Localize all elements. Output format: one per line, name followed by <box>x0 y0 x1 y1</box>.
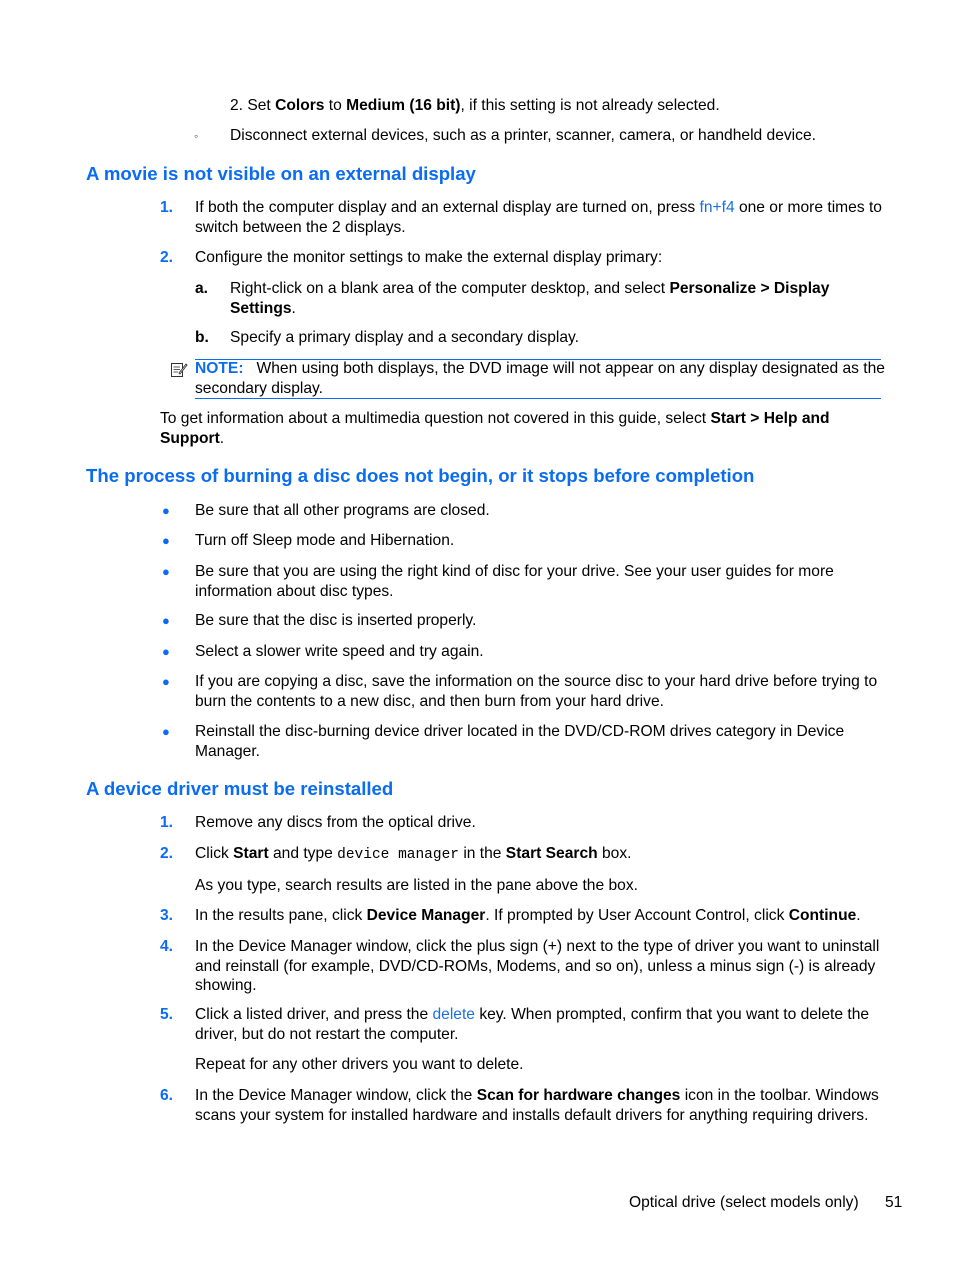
medium-term: Medium (16 bit) <box>346 97 461 114</box>
step-number: 3. <box>160 907 174 924</box>
step-number: 5. <box>160 1006 174 1023</box>
bullet-icon: ● <box>162 724 170 739</box>
step-text-part: and type <box>268 845 338 862</box>
step-text: 2. Set <box>230 97 276 114</box>
step-number: 2. <box>160 249 174 266</box>
fn-f4-key-link[interactable]: fn+f4 <box>699 199 735 216</box>
substep-text <box>230 279 870 318</box>
note-text <box>195 359 885 398</box>
section-heading-burning: The process of burning a disc does not begin, or it stops before completion <box>86 465 755 486</box>
step-text: , if this setting is not already selected. <box>460 97 720 114</box>
step-text: Remove any discs from the optical drive. <box>195 814 476 831</box>
help-support-term: Start > Help and Support <box>160 410 830 447</box>
delete-key-link[interactable]: delete <box>432 1006 475 1023</box>
step-number: 4. <box>160 938 174 955</box>
circle-bullet-icon: ◦ <box>194 129 199 143</box>
step-text-part: . If prompted by User Account Control, click <box>485 907 789 924</box>
step-number: 1. <box>160 199 174 216</box>
start-term: Start <box>233 845 269 862</box>
step-number: 1. <box>160 814 174 831</box>
step-text <box>195 906 883 926</box>
list-item: Be sure that the disc is inserted properly. <box>195 612 477 629</box>
note-bottom-rule <box>195 398 881 399</box>
note-label: NOTE: <box>195 360 244 377</box>
step-text-part: box. <box>597 845 632 862</box>
page-number: 51 <box>885 1194 903 1211</box>
step-text-part: one or more times to switch between the 2 displays. <box>195 199 882 236</box>
substep-text-part: . <box>291 299 296 317</box>
step-text-part: In the Device Manager window, click the <box>195 1087 477 1104</box>
info-text: . <box>219 429 225 447</box>
list-item: Reinstall the disc-burning device driver located in the DVD/CD-ROM drives category in Device Manager. <box>195 723 845 760</box>
list-item: Turn off Sleep mode and Hibernation. <box>195 532 455 549</box>
step-text-part: in the <box>458 845 506 862</box>
substep-label: a. <box>195 280 209 297</box>
info-paragraph <box>160 409 860 448</box>
colors-term: Colors <box>275 97 325 114</box>
step-text: In the Device Manager window, click the plus sign (+) next to the type of driver you want to uninstall and reinstall (for example, DVD/CD-ROMs, Modems, and so on), unless a minus sign (-) is already showing. <box>195 938 880 994</box>
substep-text-part: Right-click on a blank area of the computer desktop, and select <box>230 280 670 297</box>
step-number: 2. <box>160 845 174 862</box>
bullet-icon: ● <box>162 564 170 579</box>
bullet-icon: ● <box>162 503 170 518</box>
step-text-part: key. When prompted, confirm that you want to delete the driver, but do not restart the computer. <box>195 1006 870 1043</box>
step-text <box>195 198 883 237</box>
personalize-display-term: Personalize > Display Settings <box>230 280 830 317</box>
bullet-icon: ● <box>162 674 170 689</box>
step-text-part: If both the computer display and an external display are turned on, press <box>195 199 700 216</box>
start-search-term: Start Search <box>505 845 598 862</box>
scan-hardware-term: Scan for hardware changes <box>476 1087 681 1104</box>
bullet-icon: ● <box>162 644 170 659</box>
step-text-part: In the results pane, click <box>195 907 367 924</box>
bullet-icon: ● <box>162 613 170 628</box>
continue-term: Continue <box>788 907 857 924</box>
list-item: Be sure that all other programs are closed. <box>195 502 490 519</box>
step-text-part: Click <box>195 845 234 862</box>
section-heading-movie: A movie is not visible on an external display <box>86 163 476 184</box>
list-item: If you are copying a disc, save the information on the source disc to your hard drive before trying to burn the contents to a new disc, and then burn from your hard drive. <box>195 673 878 710</box>
step-text-part: . <box>856 907 861 924</box>
note-icon <box>170 361 188 379</box>
step-note: Repeat for any other drivers you want to delete. <box>195 1056 524 1073</box>
footer-section-name: Optical drive (select models only) <box>629 1194 859 1211</box>
step-note: As you type, search results are listed in the pane above the box. <box>195 877 638 894</box>
section-heading-driver: A device driver must be reinstalled <box>86 778 394 799</box>
step-number: 6. <box>160 1087 174 1104</box>
device-manager-code: device manager <box>337 847 459 863</box>
note-body: When using both displays, the DVD image will not appear on any display designated as the secondary display. <box>195 360 885 397</box>
step-text: Configure the monitor settings to make the external display primary: <box>195 249 663 266</box>
list-item: Select a slower write speed and try again. <box>195 643 484 660</box>
list-item: Be sure that you are using the right kind of disc for your drive. See your user guides for more information about disc types. <box>195 563 834 600</box>
step-text <box>195 1005 883 1044</box>
step-text <box>195 844 883 866</box>
substep-label: b. <box>195 329 209 346</box>
info-text: To get information about a multimedia question not covered in this guide, select <box>160 410 711 427</box>
step-text-part: icon in the toolbar. Windows scans your system for installed hardware and installs default drivers for anything requiring drivers. <box>195 1087 879 1124</box>
step-text: to <box>324 97 347 114</box>
bullet-icon: ● <box>162 533 170 548</box>
device-manager-term: Device Manager <box>366 907 486 924</box>
disconnect-item: Disconnect external devices, such as a printer, scanner, camera, or handheld device. <box>230 127 816 144</box>
step-text-part: Click a listed driver, and press the <box>195 1006 433 1023</box>
substep-text: Specify a primary display and a secondary display. <box>230 329 580 346</box>
step-text <box>195 1086 883 1125</box>
step-set-colors <box>230 96 890 116</box>
